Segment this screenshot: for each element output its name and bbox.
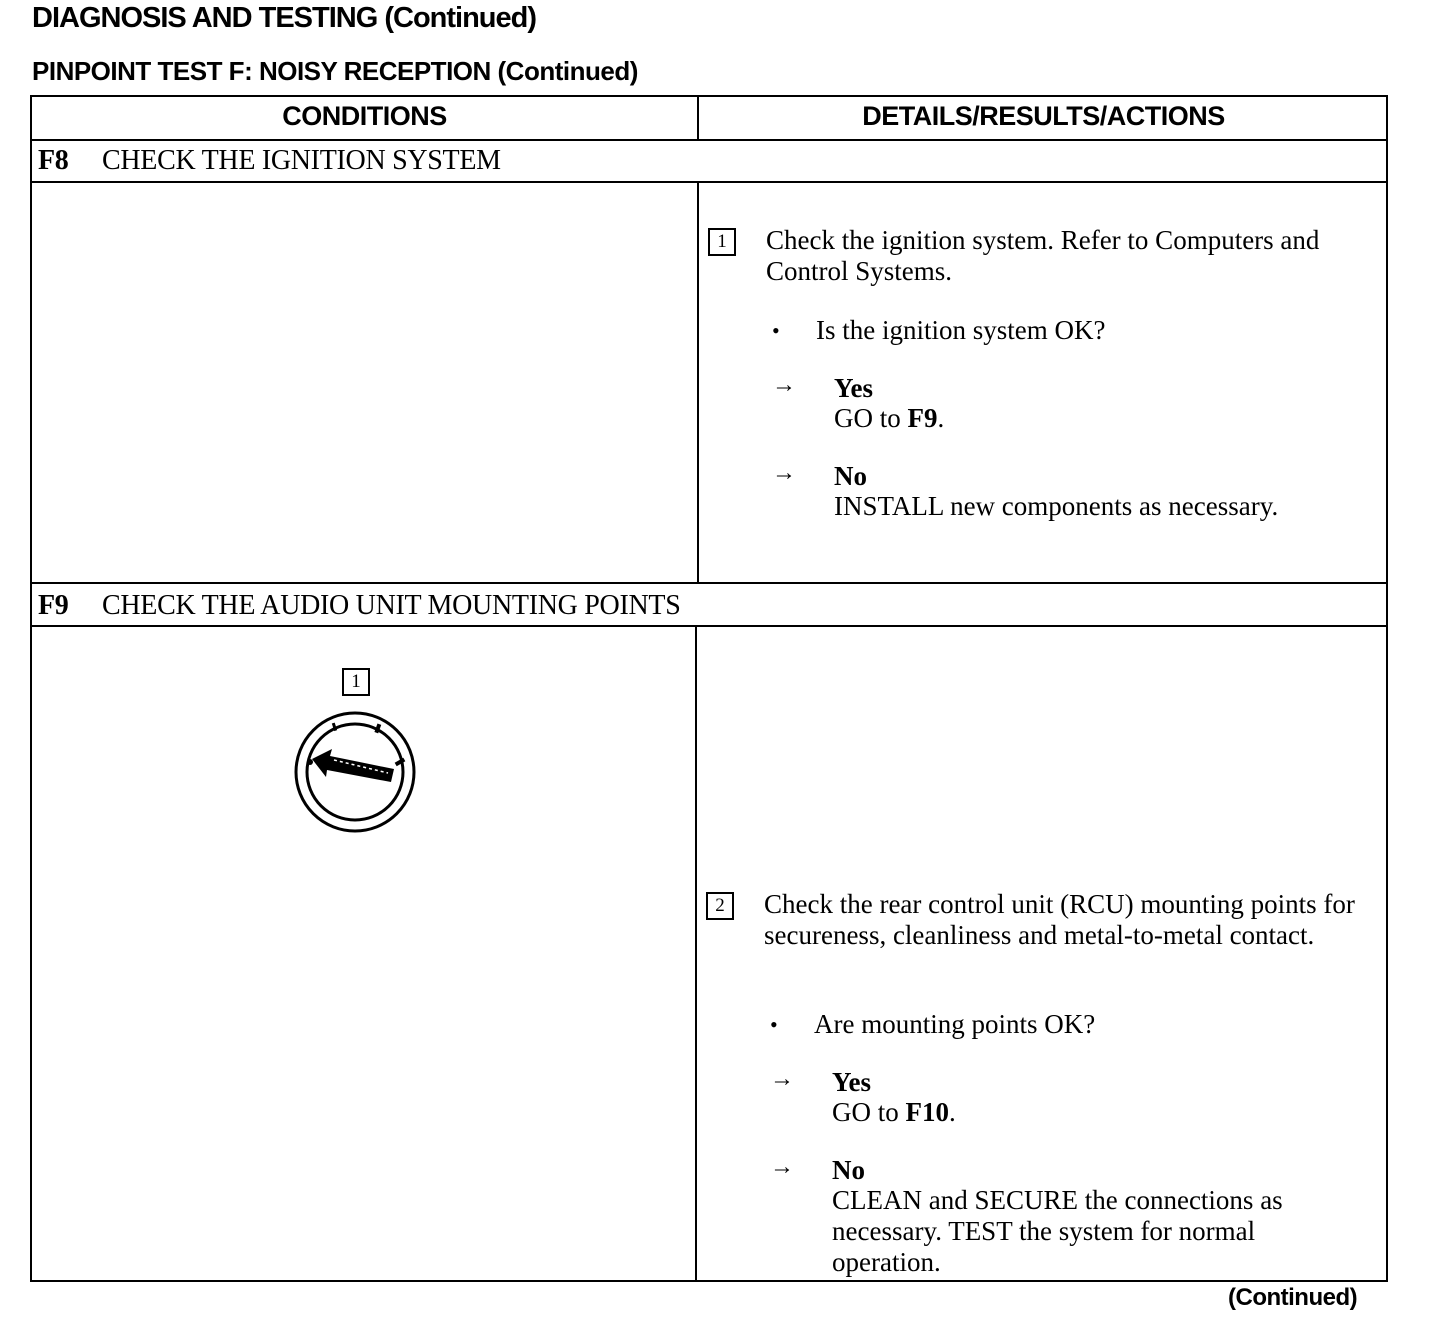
f8-title-divider [32,181,1386,183]
arrow-right-icon: → [772,372,796,398]
step-f8-heading [38,145,501,177]
page-title: DIAGNOSIS AND TESTING (Continued) [32,2,537,34]
step-reference-link[interactable]: F9 [907,403,938,433]
column-header-conditions: CONDITIONS [282,101,447,131]
column-header-details: DETAILS/RESULTS/ACTIONS [862,101,1225,131]
result-text: GO to F9. [834,403,945,433]
step-code: F9 [38,590,69,621]
result-label: Yes [832,1067,871,1097]
test-subtitle: PINPOINT TEST F: NOISY RECEPTION (Continued) [32,56,638,86]
result-text: INSTALL new components as necessary. [834,491,1279,521]
action-text: Check the ignition system. Refer to Computers and Control Systems. [766,225,1320,286]
step-code: F8 [38,145,69,176]
result-text: GO to F10. [832,1097,956,1127]
ignition-switch-off-icon [290,707,420,837]
result-text: CLEAN and SECURE the connections as necessary. TEST the system for normal operation. [832,1185,1283,1277]
action-number-box: 1 [708,228,736,256]
illustration-step-box: 1 [342,668,370,696]
step-title: CHECK THE IGNITION SYSTEM [102,145,501,176]
column-divider-f9 [695,625,697,1280]
pinpoint-test-table [30,95,1388,1282]
column-divider-f8 [697,181,699,582]
action-text: Check the rear control unit (RCU) mounting points for secureness, cleanliness and metal-to-metal contact. [764,889,1355,950]
result-label: No [834,461,867,491]
bullet-icon: • [770,1012,778,1037]
arrow-right-icon: → [770,1154,794,1180]
bullet-icon: • [772,318,780,343]
arrow-right-icon: → [772,460,796,486]
step-f9-heading [38,590,681,622]
step-title: CHECK THE AUDIO UNIT MOUNTING POINTS [102,590,681,621]
question-text: Are mounting points OK? [814,1009,1096,1039]
continued-note: (Continued) [1228,1284,1358,1311]
f8-body-divider [32,582,1386,584]
question-text: Is the ignition system OK? [816,315,1106,345]
result-label: No [832,1155,865,1185]
f9-title-divider [32,625,1386,627]
header-divider [32,139,1386,141]
action-number-box: 2 [706,892,734,920]
arrow-right-icon: → [770,1066,794,1092]
step-reference-link[interactable]: F10 [905,1097,949,1127]
result-label: Yes [834,373,873,403]
